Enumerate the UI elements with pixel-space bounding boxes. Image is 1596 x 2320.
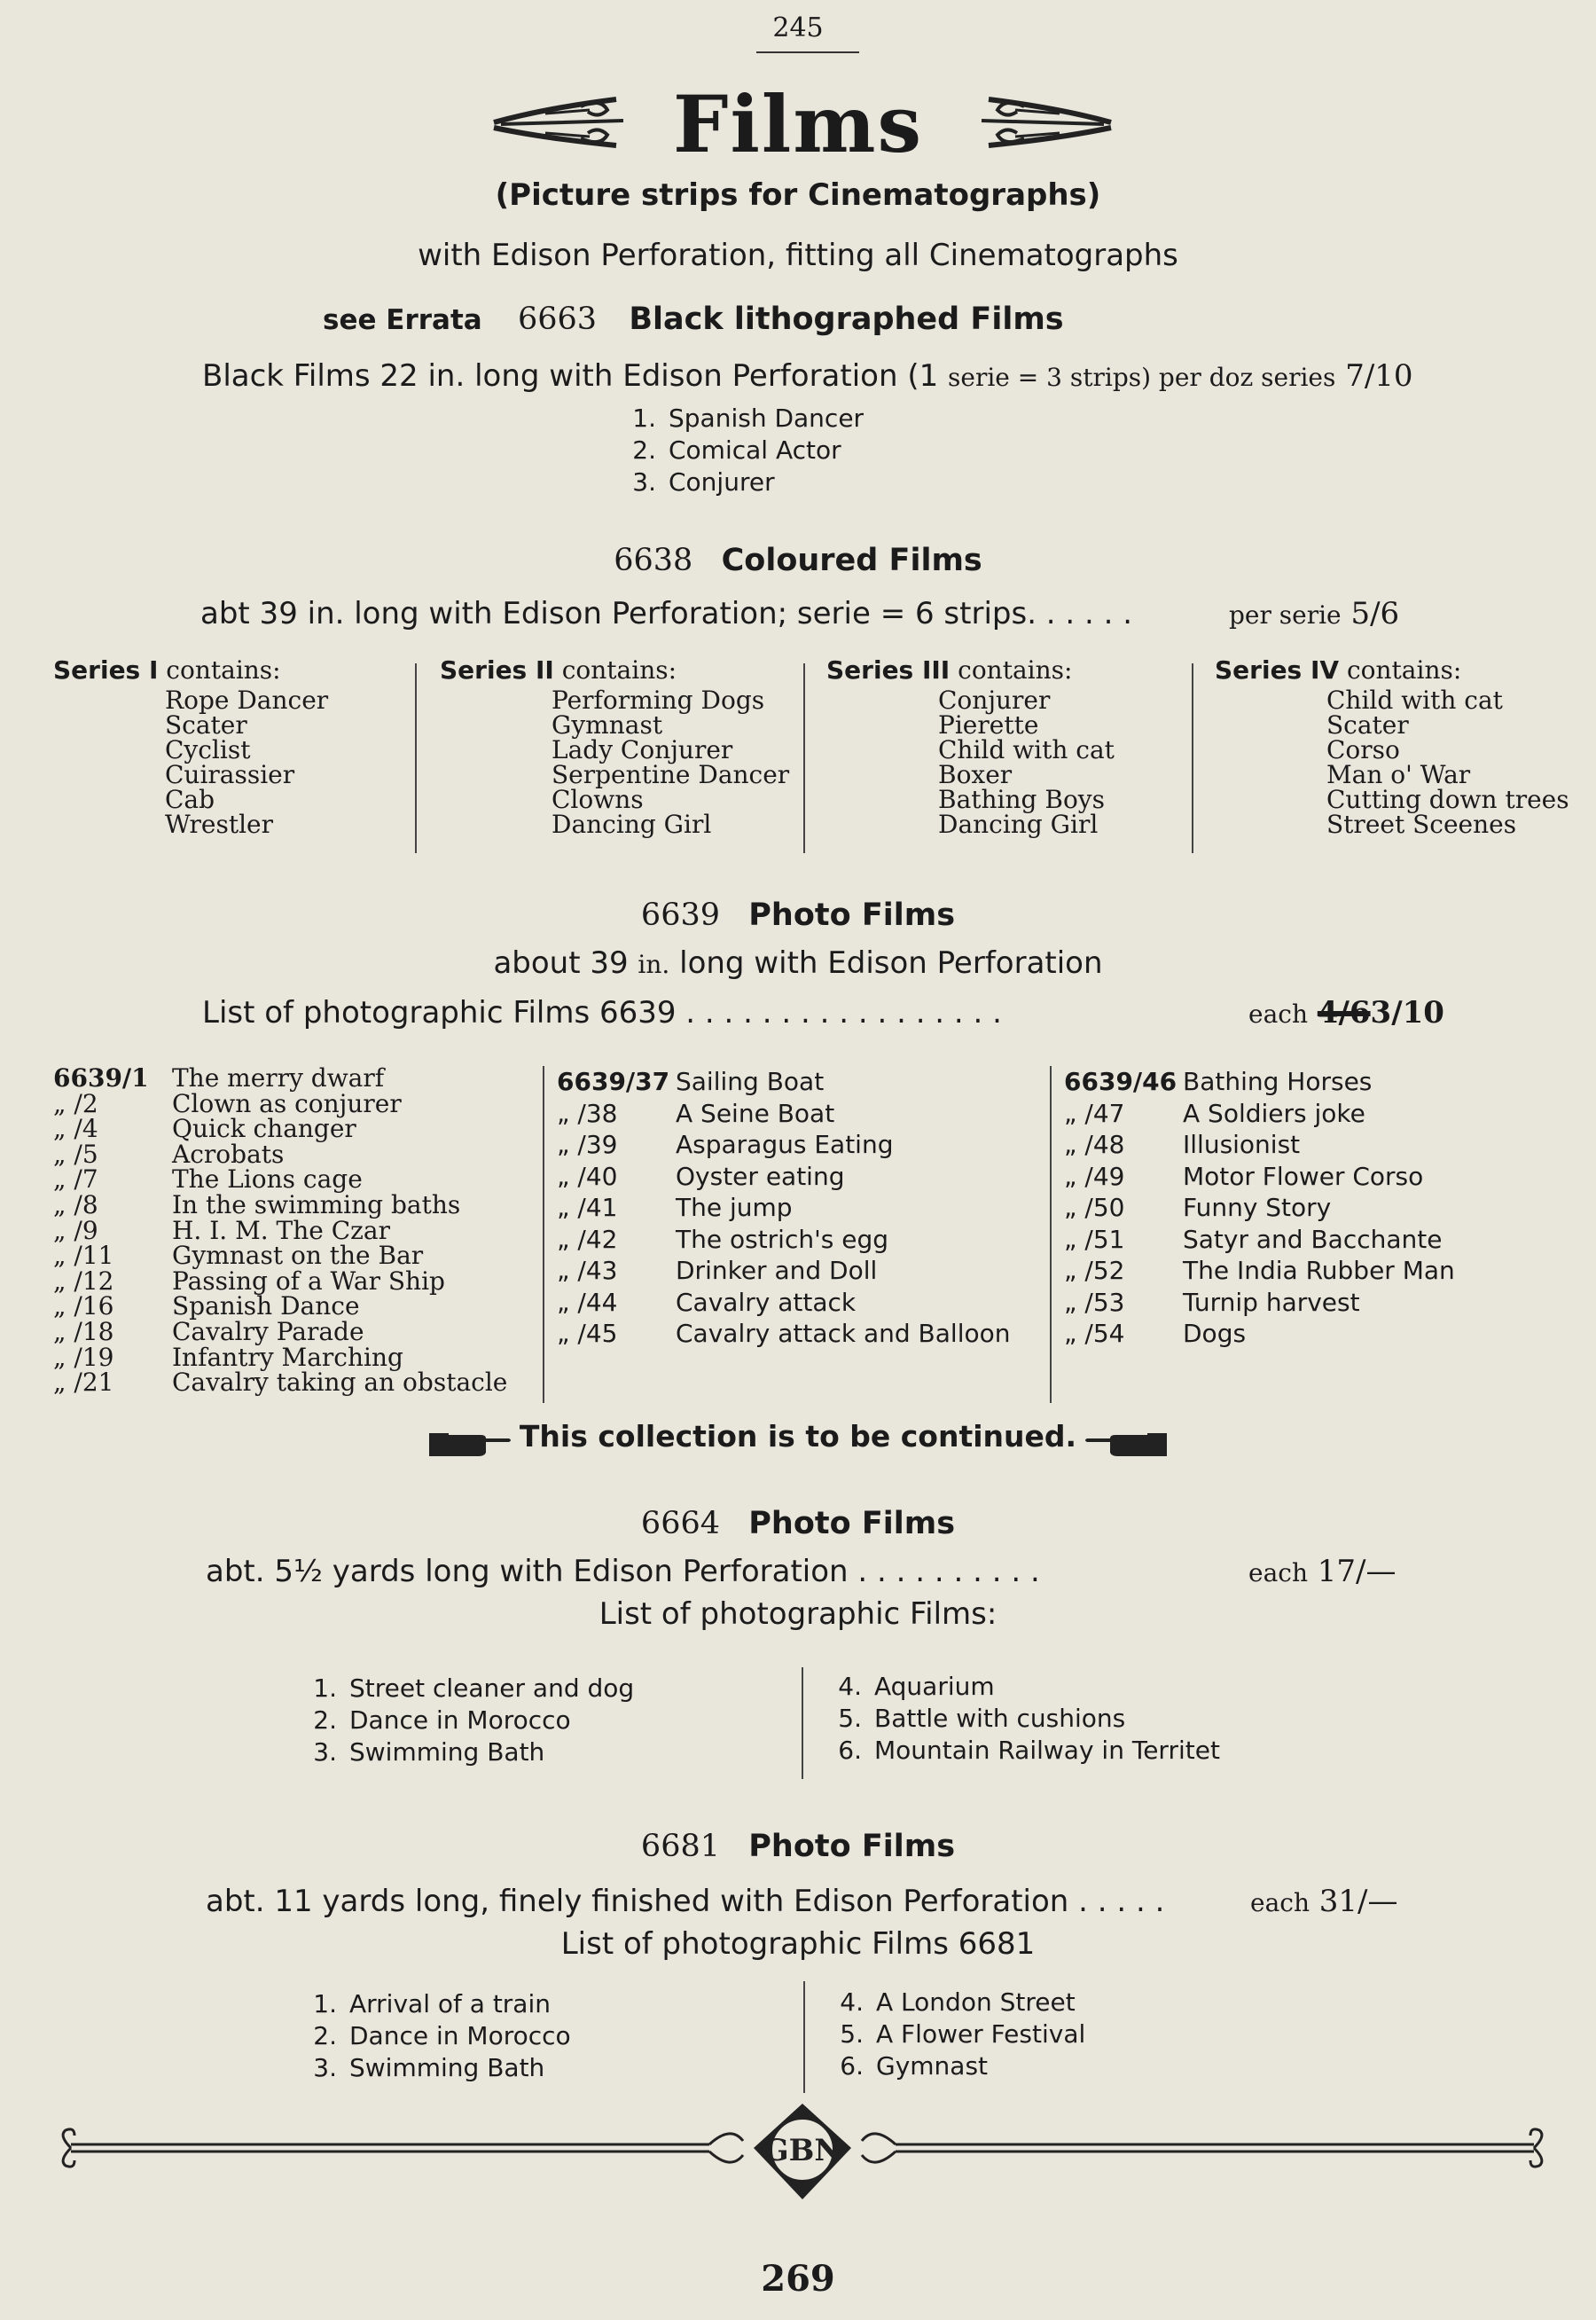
catalog-code: „ /54 xyxy=(1064,1319,1125,1348)
catalog-title: Bathing Horses xyxy=(1183,1067,1373,1096)
list-item: Corso xyxy=(1326,735,1400,764)
catalog-code: „ /48 xyxy=(1064,1130,1125,1159)
list-item: Serpentine Dancer xyxy=(552,760,790,789)
column-divider xyxy=(1050,1066,1052,1403)
top-page-number: 245 xyxy=(772,12,824,43)
catalog-title: Passing of a War Ship xyxy=(172,1266,445,1296)
list-item: 1. Arrival of a train xyxy=(313,1989,551,2018)
catalog-row xyxy=(1064,1224,1455,1256)
column-divider xyxy=(803,1981,805,2093)
catalog-title: Gymnast on the Bar xyxy=(172,1241,424,1271)
catalog-code: „ /8 xyxy=(53,1189,98,1219)
list-item: 4. A London Street xyxy=(840,1987,1076,2017)
catalog-row xyxy=(53,1291,507,1321)
catalog-code: „ /49 xyxy=(1064,1161,1125,1191)
list-item: Child with cat xyxy=(1326,686,1503,715)
catalog-row xyxy=(1064,1255,1455,1287)
price: 7/10 xyxy=(1345,358,1413,394)
list-item: 5. Battle with cushions xyxy=(838,1704,1126,1733)
catalog-code: „ /11 xyxy=(53,1241,114,1271)
catalog-row xyxy=(53,1342,507,1372)
catalog-code: „ /18 xyxy=(53,1316,114,1346)
list-item: Street Sceenes xyxy=(1326,810,1517,839)
catalog-title: The ostrich's egg xyxy=(676,1224,889,1254)
catalog-row xyxy=(53,1088,507,1118)
section-name: Black lithographed Films xyxy=(629,302,1064,337)
catalog-title: A Seine Boat xyxy=(676,1098,835,1128)
catalog-code: „ /2 xyxy=(53,1088,98,1118)
pointing-hand-left-icon xyxy=(1084,1426,1169,1462)
column-divider xyxy=(1192,663,1193,853)
series-4: Series IV contains: Child with cat Scater Corso Man o' War Cutting down trees Street Sceenes xyxy=(1215,655,1569,839)
column-divider xyxy=(802,1667,803,1779)
title-flourish-right-icon xyxy=(980,90,1113,153)
catalog-title: Acrobats xyxy=(172,1139,285,1169)
gbn-logo-icon xyxy=(754,2104,851,2199)
catalog-row xyxy=(1064,1129,1455,1161)
catalog-code: „ /40 xyxy=(557,1161,618,1191)
catalog-row xyxy=(557,1192,1011,1224)
catalog-title: Cavalry attack xyxy=(676,1287,857,1317)
catalog-title: Drinker and Doll xyxy=(676,1256,878,1285)
catalog-title: Motor Flower Corso xyxy=(1183,1161,1424,1191)
section-header-6663 xyxy=(323,302,1064,337)
photo-6681-list-label: List of photographic Films 6681 xyxy=(560,1926,1036,1962)
catalog-row xyxy=(557,1129,1011,1161)
catalog-title: Oyster eating xyxy=(676,1161,845,1191)
catalog-row xyxy=(557,1066,1011,1098)
catalog-title: Clown as conjurer xyxy=(172,1088,402,1118)
list-item: Cuirassier xyxy=(165,760,295,789)
catalog-title: Infantry Marching xyxy=(172,1342,403,1372)
catalog-title: Sailing Boat xyxy=(676,1067,825,1096)
catalog-title: Illusionist xyxy=(1183,1130,1301,1159)
black-films-list xyxy=(621,403,864,498)
catalog-row xyxy=(1064,1098,1455,1130)
list-item: 1. Street cleaner and dog xyxy=(313,1673,635,1703)
catalog-code: „ /21 xyxy=(53,1368,114,1398)
catalog-row xyxy=(53,1139,507,1169)
top-rule xyxy=(756,51,859,53)
catalog-title: A Soldiers joke xyxy=(1183,1098,1365,1128)
catalog-title: The merry dwarf xyxy=(172,1063,385,1093)
list-item: 2. Dance in Morocco xyxy=(313,1705,571,1735)
catalog-row xyxy=(53,1114,507,1144)
section-code: 6663 xyxy=(517,302,598,337)
list-item: 1. Spanish Dancer xyxy=(632,404,864,433)
list-item: 3. Swimming Bath xyxy=(313,2053,545,2082)
list-item: Child with cat xyxy=(938,735,1115,764)
desc-part-b: serie = 3 strips) per doz series xyxy=(948,363,1336,392)
list-item: Scater xyxy=(165,710,247,740)
list-item: Boxer xyxy=(938,760,1013,789)
list-item: Conjurer xyxy=(938,686,1051,715)
catalog-row xyxy=(53,1370,507,1396)
catalog-row xyxy=(557,1098,1011,1130)
list-item: Lady Conjurer xyxy=(552,735,733,764)
photo-6681-list-left xyxy=(301,1988,571,2084)
black-films-desc xyxy=(202,358,1413,394)
catalog-row xyxy=(53,1063,507,1093)
section-header-6638: 6638 Coloured Films xyxy=(614,543,982,578)
list-item: Wrestler xyxy=(165,810,274,839)
catalog-code: „ /38 xyxy=(557,1098,618,1128)
subtitle: (Picture strips for Cinematographs) xyxy=(495,177,1101,213)
catalog-title: The India Rubber Man xyxy=(1183,1256,1455,1285)
catalog-row xyxy=(53,1215,507,1245)
catalog-row xyxy=(1064,1318,1455,1350)
catalog-code: „ /43 xyxy=(557,1256,618,1285)
photo-6639-col-1 xyxy=(53,1063,508,1398)
catalog-row xyxy=(53,1266,507,1296)
photo-6664-desc: abt. 5½ yards long with Edison Perforation . . . . . . . . . . xyxy=(206,1554,1040,1589)
catalog-code: „ /7 xyxy=(53,1164,98,1195)
catalog-title: H. I. M. The Czar xyxy=(172,1215,390,1245)
logo-text: GBN xyxy=(763,2133,842,2168)
catalog-title: Quick changer xyxy=(172,1114,356,1144)
catalog-code: 6639/37 xyxy=(557,1067,670,1096)
desc-part-a: Black Films 22 in. long with Edison Perforation (1 xyxy=(202,358,939,394)
list-item: Pierette xyxy=(938,710,1039,740)
catalog-code: „ /45 xyxy=(557,1319,618,1348)
list-item: 3. Swimming Bath xyxy=(313,1737,545,1767)
list-item: Cyclist xyxy=(165,735,251,764)
catalog-row xyxy=(53,1164,507,1195)
catalog-code: „ /53 xyxy=(1064,1287,1125,1317)
catalog-row xyxy=(1064,1192,1455,1224)
catalog-title: Cavalry Parade xyxy=(172,1316,364,1346)
catalog-title: Satyr and Bacchante xyxy=(1183,1224,1443,1254)
catalog-title: Cavalry attack and Balloon xyxy=(676,1319,1011,1348)
catalog-code: „ /4 xyxy=(53,1114,98,1144)
page-title: Films xyxy=(673,78,923,170)
catalog-code: „ /9 xyxy=(53,1215,98,1245)
column-divider xyxy=(543,1066,544,1403)
catalog-code: 6639/46 xyxy=(1064,1067,1177,1096)
list-item: Scater xyxy=(1326,710,1409,740)
catalog-code: „ /16 xyxy=(53,1291,114,1321)
list-item: 2. Comical Actor xyxy=(632,435,841,465)
list-item: 5. A Flower Festival xyxy=(840,2019,1086,2049)
section-header-6639: 6639 Photo Films xyxy=(640,897,956,933)
catalog-row xyxy=(53,1243,507,1269)
catalog-row xyxy=(53,1189,507,1219)
list-item: 6. Gymnast xyxy=(840,2051,989,2081)
footer-ornament xyxy=(53,2102,1552,2208)
catalog-row xyxy=(557,1287,1011,1319)
list-item: Dancing Girl xyxy=(938,810,1099,839)
photo-6639-list-label: List of photographic Films 6639 . . . . . . . . . . . . . . . . . xyxy=(202,995,1002,1031)
catalog-row xyxy=(1064,1161,1455,1193)
new-price: 3/10 xyxy=(1370,995,1444,1031)
catalog-row xyxy=(557,1161,1011,1193)
catalog-row xyxy=(1064,1066,1455,1098)
list-item: Clowns xyxy=(552,785,644,814)
continued-note: This collection is to be continued. xyxy=(519,1419,1077,1454)
catalog-code: „ /52 xyxy=(1064,1256,1125,1285)
list-item: Cab xyxy=(165,785,215,814)
catalog-row xyxy=(557,1318,1011,1350)
errata-note: see Errata xyxy=(323,304,482,336)
photo-6681-list-right xyxy=(828,1987,1085,2082)
catalog-title: Turnip harvest xyxy=(1183,1287,1360,1317)
list-item: 4. Aquarium xyxy=(838,1672,995,1701)
catalog-row xyxy=(1064,1287,1455,1319)
list-item: Dancing Girl xyxy=(552,810,712,839)
catalog-row xyxy=(53,1316,507,1346)
section-header-6681: 6681 Photo Films xyxy=(640,1829,956,1864)
photo-6664-list-left xyxy=(301,1673,634,1768)
column-divider xyxy=(415,663,417,853)
series-1: Series I contains: Rope Dancer Scater Cyclist Cuirassier Cab Wrestler xyxy=(53,655,329,839)
catalog-title: Dogs xyxy=(1183,1319,1247,1348)
photo-6681-desc: abt. 11 yards long, finely finished with Edison Perforation . . . . . xyxy=(206,1884,1165,1919)
list-item: Man o' War xyxy=(1326,760,1471,789)
catalog-code: „ /44 xyxy=(557,1287,618,1317)
catalog-title: Asparagus Eating xyxy=(676,1130,894,1159)
bottom-page-number: 269 xyxy=(761,2258,835,2300)
catalog-title: The jump xyxy=(676,1193,793,1222)
list-item: 2. Dance in Morocco xyxy=(313,2021,571,2050)
series-2: Series II contains: Performing Dogs Gymnast Lady Conjurer Serpentine Dancer Clowns Dancing Girl xyxy=(440,655,790,839)
photo-6639-price: each 4/63/10 xyxy=(1248,995,1444,1031)
coloured-films-price: per serie 5/6 xyxy=(1229,596,1400,631)
photo-6664-price: each 17/— xyxy=(1248,1554,1396,1589)
section-header-6664: 6664 Photo Films xyxy=(640,1506,956,1541)
catalog-title: Cavalry taking an obstacle xyxy=(172,1368,508,1398)
list-item: Cutting down trees xyxy=(1326,785,1569,814)
old-price: 4/6 xyxy=(1317,995,1371,1031)
coloured-films-desc: abt 39 in. long with Edison Perforation; serie = 6 strips. . . . . . xyxy=(200,596,1133,631)
catalog-row xyxy=(557,1224,1011,1256)
photo-6681-price: each 31/— xyxy=(1250,1884,1398,1919)
catalog-code: „ /51 xyxy=(1064,1224,1125,1254)
catalog-title: The Lions cage xyxy=(172,1164,363,1195)
catalog-code: „ /39 xyxy=(557,1130,618,1159)
catalog-title: Spanish Dance xyxy=(172,1291,360,1321)
catalog-code: „ /42 xyxy=(557,1224,618,1254)
catalog-row xyxy=(557,1255,1011,1287)
photo-6639-length: about 39 in. long with Edison Perforation xyxy=(493,945,1103,981)
catalog-code: „ /50 xyxy=(1064,1193,1125,1222)
catalog-code: „ /12 xyxy=(53,1266,114,1296)
catalog-code: „ /19 xyxy=(53,1342,114,1372)
catalog-code: 6639/1 xyxy=(53,1063,149,1093)
column-divider xyxy=(803,663,805,853)
catalog-code: „ /5 xyxy=(53,1139,98,1169)
catalog-title: In the swimming baths xyxy=(172,1189,461,1219)
subtitle-line: with Edison Perforation, fitting all Cinematographs xyxy=(418,238,1178,273)
list-item: Rope Dancer xyxy=(165,686,329,715)
list-item: Gymnast xyxy=(552,710,663,740)
list-item: Performing Dogs xyxy=(552,686,765,715)
photo-6639-col-2 xyxy=(557,1066,1011,1350)
series-3: Series III contains: Conjurer Pierette Child with cat Boxer Bathing Boys Dancing Girl xyxy=(826,655,1115,839)
list-item: 3. Conjurer xyxy=(632,467,775,497)
photo-6664-list-right xyxy=(826,1671,1220,1767)
catalog-code: „ /47 xyxy=(1064,1098,1125,1128)
photo-6664-list-label: List of photographic Films: xyxy=(598,1596,998,1632)
catalog-title: Funny Story xyxy=(1183,1193,1332,1222)
list-item: Bathing Boys xyxy=(938,785,1105,814)
list-item: 6. Mountain Railway in Territet xyxy=(838,1736,1220,1765)
photo-6639-col-3 xyxy=(1064,1066,1455,1350)
catalog-code: „ /41 xyxy=(557,1193,618,1222)
